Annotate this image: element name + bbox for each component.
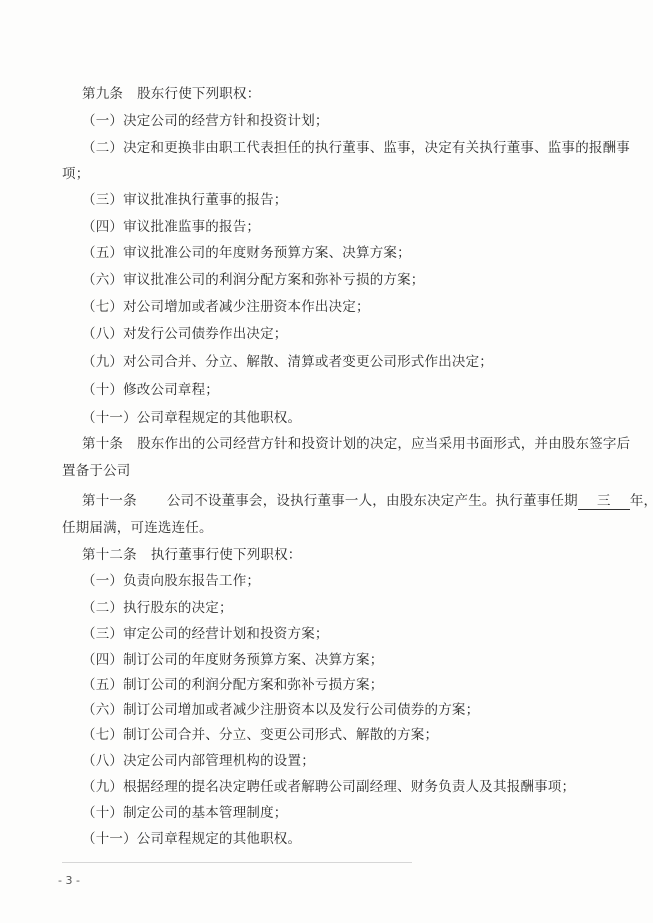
article-9-heading [82, 84, 260, 104]
article-12-item: （一）负责向股东报告工作； [82, 573, 261, 589]
article-10-line-2: 置备于公司 [62, 463, 131, 479]
article-9-item: （六）审议批准公司的利润分配方案和弥补亏损的方案； [82, 272, 425, 288]
article-9-item: （五）审议批准公司的年度财务预算方案、决算方案； [82, 245, 411, 261]
article-10-line-1 [82, 434, 630, 454]
article-12-title: 第十二条 [82, 547, 137, 563]
article-11-term-value: 三 [578, 493, 630, 510]
footer-divider [62, 862, 412, 863]
article-9-item: （十）修改公司章程； [82, 382, 219, 398]
article-9-item: （八）对发行公司债券作出决定； [82, 326, 288, 342]
article-11-text: 公司不设董事会，设执行董事一人，由股东决定产生。执行董事任期 [166, 493, 578, 509]
article-12-item: （三）审定公司的经营计划和投资方案； [82, 626, 329, 642]
article-9-title: 第九条 [82, 86, 124, 102]
article-9-item: （三）审议批准执行董事的报告； [82, 192, 288, 208]
article-12-item: （二）执行股东的决定； [82, 600, 233, 616]
article-9-item: （九）对公司合并、分立、解散、清算或者变更公司形式作出决定； [82, 354, 493, 370]
article-9-item: （一）决定公司的经营方针和投资计划； [82, 113, 329, 129]
article-12-heading [82, 545, 302, 565]
article-9-item: （二）决定和更换非由职工代表担任的执行董事、监事，决定有关执行董事、监事的报酬事 [82, 140, 630, 156]
article-9-item: （四）审议批准监事的报告； [82, 219, 261, 235]
article-12-item: （五）制订公司的利润分配方案和弥补亏损方案； [82, 677, 384, 693]
article-12-lead: 执行董事行使下列职权： [150, 547, 302, 563]
article-9-item: （七）对公司增加或者减少注册资本作出决定； [82, 299, 370, 315]
article-11-line-2: 任期届满，可连选连任。 [62, 520, 213, 536]
article-12-item: （十）制定公司的基本管理制度； [82, 805, 288, 821]
article-12-item: （九）根据经理的提名决定聘任或者解聘公司副经理、财务负责人及其报酬事项； [82, 779, 576, 795]
article-9-item: （十一）公司章程规定的其他职权。 [82, 410, 302, 426]
article-9-item-continuation: 项； [62, 166, 90, 182]
article-9-lead: 股东行使下列职权： [137, 86, 261, 102]
article-11-line-1 [82, 491, 657, 511]
article-12-item: （七）制订公司合并、分立、变更公司形式、解散的方案； [82, 727, 439, 743]
article-12-item: （八）决定公司内部管理机构的设置； [82, 753, 315, 769]
article-10-text: 股东作出的公司经营方针和投资计划的决定，应当采用书面形式，并由股东签字后 [137, 436, 631, 452]
article-11-title: 第十一条 [82, 493, 137, 509]
article-12-item: （六）制订公司增加或者减少注册资本以及发行公司债券的方案； [82, 702, 480, 718]
article-12-item: （十一）公司章程规定的其他职权。 [82, 831, 302, 847]
page-number: - 3 - [58, 874, 80, 887]
article-11-text-after: 年， [629, 493, 657, 509]
article-12-item: （四）制订公司的年度财务预算方案、决算方案； [82, 652, 384, 668]
article-10-title: 第十条 [82, 436, 124, 452]
